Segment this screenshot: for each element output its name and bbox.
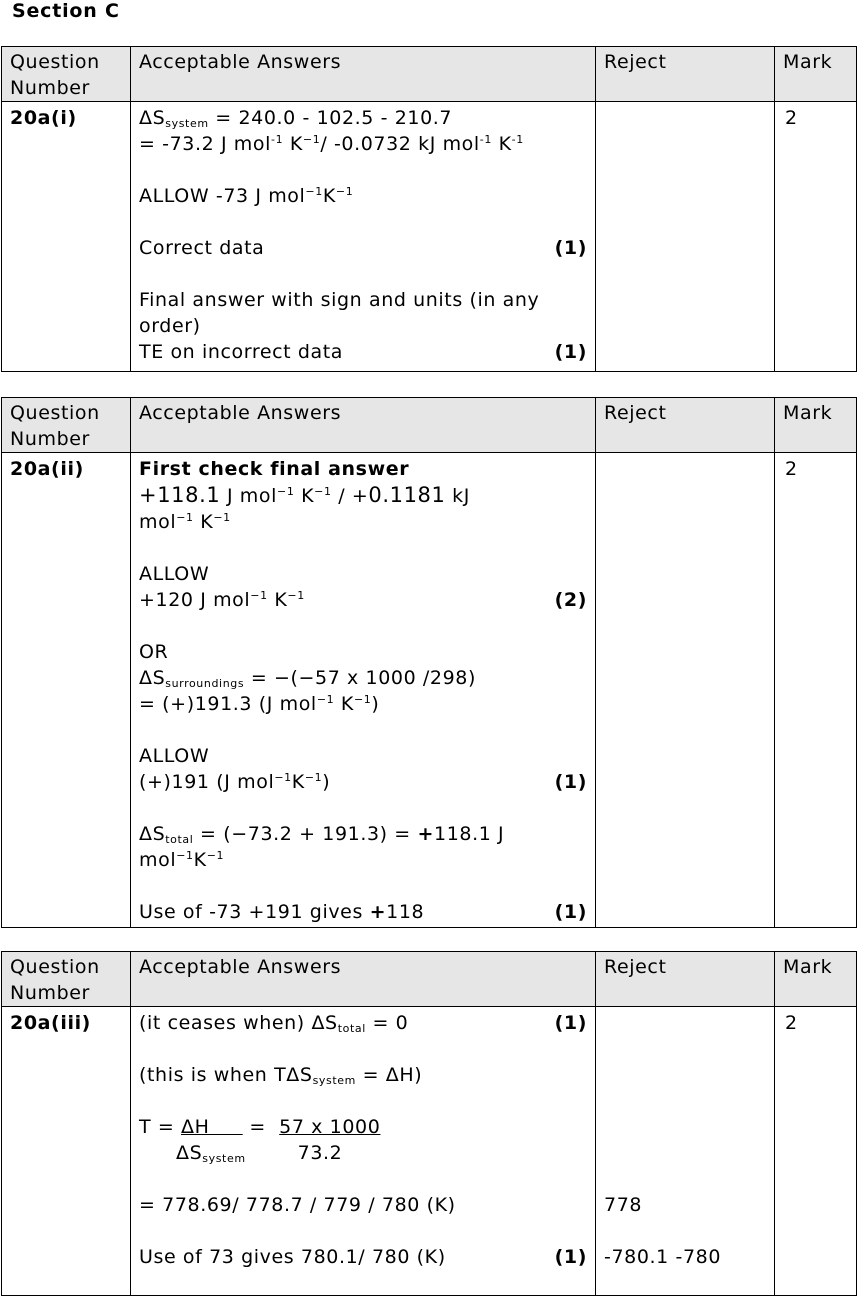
table-header-row	[2, 47, 857, 102]
header-reject: Reject	[596, 47, 775, 102]
header-mark: Mark	[775, 47, 857, 102]
answer-table-20ai	[1, 46, 857, 372]
table-row	[2, 453, 857, 928]
header-acceptable-answers: Acceptable Answers	[131, 398, 596, 453]
section-title: Section C	[12, 0, 120, 22]
mark-cell: 2	[775, 102, 857, 372]
header-question-number: Question Number	[2, 398, 131, 453]
reject-cell	[596, 453, 775, 928]
table-row	[2, 102, 857, 372]
header-acceptable-answers: Acceptable Answers	[131, 952, 596, 1007]
header-question-number: Question Number	[2, 47, 131, 102]
header-mark: Mark	[775, 952, 857, 1007]
header-mark: Mark	[775, 398, 857, 453]
answer-table-20aiii	[1, 951, 857, 1296]
table-row	[2, 1007, 857, 1296]
header-question-number: Question Number	[2, 952, 131, 1007]
question-number: 20a(iii)	[2, 1007, 131, 1296]
header-reject: Reject	[596, 398, 775, 453]
reject-cell	[596, 102, 775, 372]
acceptable-answers-cell: $\Delta S_{system} = 240.0 - 102.5 - 210.7$ = -73.2 J mol$^{-1}$ $K^{-1}/$ -0.0732 kJ mol$^{-1}$ $K^{-1}$ ALLOW -73 J $mol^{-1}K^{-1}$ Correct data (1) Final answer with sign and units (in any order) TE on incorrect data (1)	[131, 102, 596, 372]
acceptable-answers-cell: (it ceases when) $\Delta S_{total} = 0$ (1) (this is when $T\Delta S_{system} = \Delta H$) T = ΔH = 57 x 1000 $\Delta S_{system}$ 73.2 = 778.69/ 778.7 / 779 / 780 (K) Use of 73 gives 780.1/ 780 (K) (1)	[131, 1007, 596, 1296]
reject-value: -780.1 -780	[604, 1246, 722, 1268]
mark-cell: 2	[775, 1007, 857, 1296]
reject-value: 778	[604, 1194, 643, 1216]
header-reject: Reject	[596, 952, 775, 1007]
table-header-row	[2, 952, 857, 1007]
answer-table-20aii	[1, 397, 857, 928]
mark-cell: 2	[775, 453, 857, 928]
reject-cell	[596, 1007, 775, 1296]
acceptable-answers-cell: First check final answer +118.1 J mol$^{-1}$ $K^{-1} / +0.1181$ kJ mol$^{-1}$ $K^{-1}$ ALLOW +120 J mol$^{-1}$ $K^{-1}$ (2) OR $\Delta S_{surroundings} = -(-57$ x 1000 /298) = (+)191.3 (J mol$^{-1}$ $K^{-1}$) ALLOW (+)191 (J $mol^{-1}K^{-1}$) (1) $\Delta S_{total} = (-73.2 + 191.3) = +118.1$ J $mol^{-1}K^{-1}$ Use of -73 +191 gives +118 (1)	[131, 453, 596, 928]
question-number: 20a(i)	[2, 102, 131, 372]
header-acceptable-answers: Acceptable Answers	[131, 47, 596, 102]
question-number: 20a(ii)	[2, 453, 131, 928]
table-header-row	[2, 398, 857, 453]
